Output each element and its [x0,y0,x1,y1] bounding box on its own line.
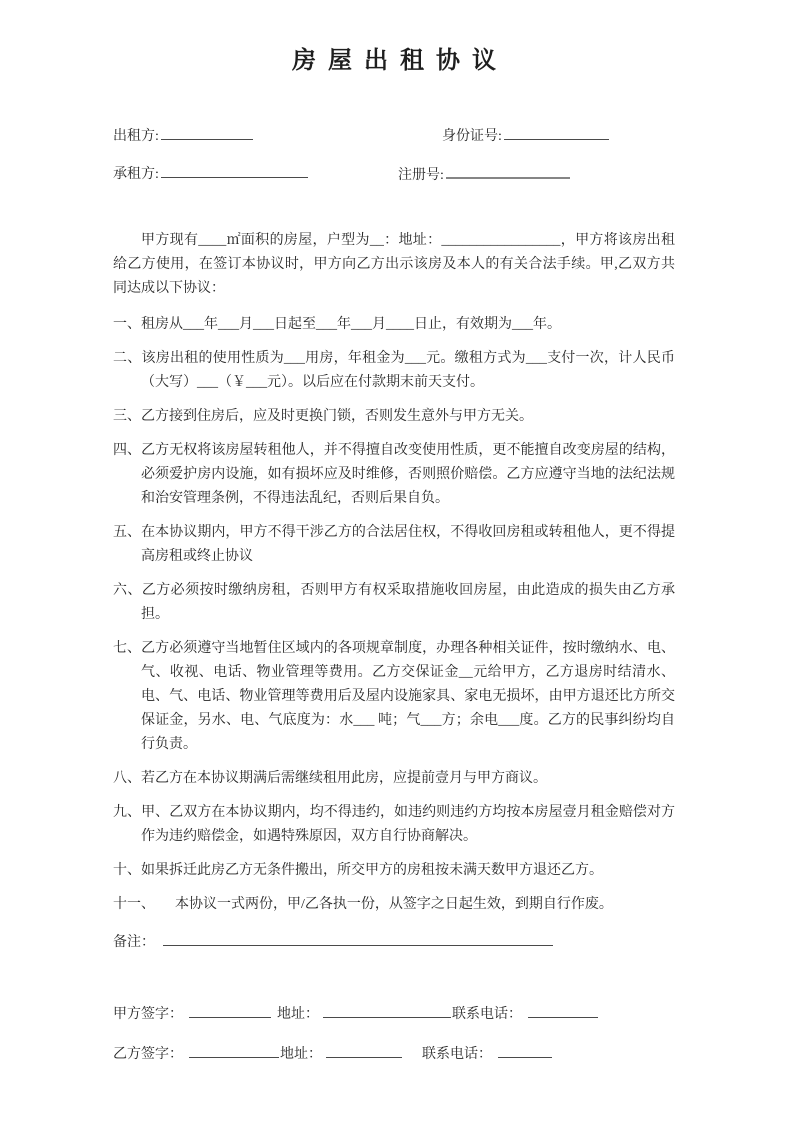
lessee-field [113,167,308,182]
party-b-phone-field [422,1043,552,1063]
clause-6 [113,579,675,627]
clause-11-text: 本协议一式两份，甲/乙各执一份，从签字之日起生效，到期自行作废。 [175,897,613,912]
clause-2-marker: 二、 [113,351,142,366]
party-b-address-blank-line [326,1043,402,1058]
party-a-address-blank-line [323,1003,451,1018]
intro-paragraph: 甲方现有____㎡面积的房屋，户型为__：地址：_________________，甲方将该房出租给乙方使用，在签订本协议时，甲方向乙方出示该房及本人的有关合法手续。甲,乙双方共同达成以下协议： [113,233,675,296]
clause-9-marker: 九、 [113,805,142,820]
party-b-phone-label: 联系电话： [422,1047,492,1062]
party-b-address-field [280,1043,402,1063]
page-title: 房屋出租协议 [292,48,508,74]
clause-7-marker: 七、 [113,641,142,656]
remark-row [113,931,675,955]
clause-1-marker: 一、 [113,317,141,332]
clause-3-text: 乙方接到住房后，应及时更换门锁，否则发生意外与甲方无关。 [141,409,533,424]
party-a-signature-label: 甲方签字： [113,1007,183,1022]
party-a-phone-label: 联系电话： [452,1007,522,1022]
party-row-lessee [113,163,675,183]
clause-3-marker: 三、 [113,409,141,424]
clause-5-marker: 五、 [113,525,142,540]
party-a-signature-blank-line [189,1003,271,1018]
party-a-signature-field [113,1003,271,1023]
lessor-blank-line [161,125,253,140]
party-b-signature-row [113,1043,675,1065]
party-a-phone-field [452,1003,598,1023]
clause-4 [113,439,675,511]
clause-10 [113,859,675,883]
party-a-phone-blank-line [528,1003,598,1018]
clause-6-marker: 六、 [113,583,142,598]
party-row-lessor [113,125,675,145]
clause-11-marker: 十一、 [113,897,155,912]
clause-10-text: 如果拆迁此房乙方无条件搬出，所交甲方的房租按未满天数甲方退还乙方。 [141,863,603,878]
clause-8 [113,767,675,791]
clause-8-text: 若乙方在本协议期满后需继续租用此房，应提前壹月与甲方商议。 [141,771,547,786]
id-number-blank-line [504,125,609,140]
clause-8-marker: 八、 [113,771,141,786]
clause-7 [113,637,675,757]
party-a-signature-row [113,1003,675,1025]
lessor-field [113,129,253,144]
clauses-list [113,313,675,917]
parties-section [113,125,675,183]
party-b-address-label: 地址： [280,1047,322,1062]
id-number-label: 身份证号: [442,129,502,144]
party-b-signature-blank-line [189,1043,279,1058]
lessor-label: 出租方: [113,129,159,144]
lessee-label: 承租方: [113,167,159,182]
signature-section [113,1003,675,1065]
clause-3 [113,405,675,429]
registration-number-blank-line [446,163,570,179]
party-b-phone-blank-line [498,1043,552,1058]
party-b-signature-field [113,1043,279,1063]
clause-11 [113,893,675,917]
registration-number-field [398,163,570,184]
clause-5 [113,521,675,569]
clause-5-text: 在本协议期内，甲方不得干涉乙方的合法居住权，不得收回房租或转租他人，更不得提高房租或终止协议 [141,525,676,564]
party-b-signature-label: 乙方签字： [113,1047,183,1062]
clause-4-text: 乙方无权将该房屋转租他人，并不得擅自改变使用性质，更不能擅自改变房屋的结构，必须爱护房内设施，如有损坏应及时维修，否则照价赔偿。乙方应遵守当地的法纪法规和治安管理条例，不得违法乱纪，否则后果自负。 [141,443,676,506]
clause-1 [113,313,675,337]
clause-4-marker: 四、 [113,443,142,458]
party-a-address-label: 地址： [277,1007,319,1022]
id-number-field [442,125,609,145]
party-a-address-field [277,1003,451,1023]
clause-9-text: 甲、乙双方在本协议期内，均不得违约，如违约则违约方均按本房屋壹月租金赔偿对方作为违约赔偿金，如遇特殊原因，双方自行协商解决。 [141,805,676,844]
remark-blank-line [163,931,553,946]
registration-number-label: 注册号: [398,168,444,183]
clause-2-text: 该房出租的使用性质为___用房，年租金为___元。缴租方式为___支付一次，计人民币（大写）___（￥___元）。以后应在付款期末前天支付。 [141,351,676,390]
clause-7-text: 乙方必须遵守当地暂住区域内的各项规章制度，办理各种相关证件，按时缴纳水、电、气、收视、电话、物业管理等费用。乙方交保证金__元给甲方，乙方退房时结清水、电、气、电话、物业管理等费用后及屋内设施家具、家电无损坏，由甲方退还比方所交保证金，另水、电、气底度为：水___ 吨；气___方；余电___度。乙方的民事纠纷均自行负责。 [141,641,676,752]
clause-10-marker: 十、 [113,863,141,878]
lessee-blank-line [161,163,308,178]
remark-label: 备注： [113,935,155,950]
clause-2 [113,347,675,395]
clause-1-text: 租房从___年___月___日起至___年___月____日止，有效期为___年。 [141,317,561,332]
clause-6-text: 乙方必须按时缴纳房租，否则甲方有权采取措施收回房屋，由此造成的损失由乙方承担。 [141,583,675,622]
clause-9 [113,801,675,849]
